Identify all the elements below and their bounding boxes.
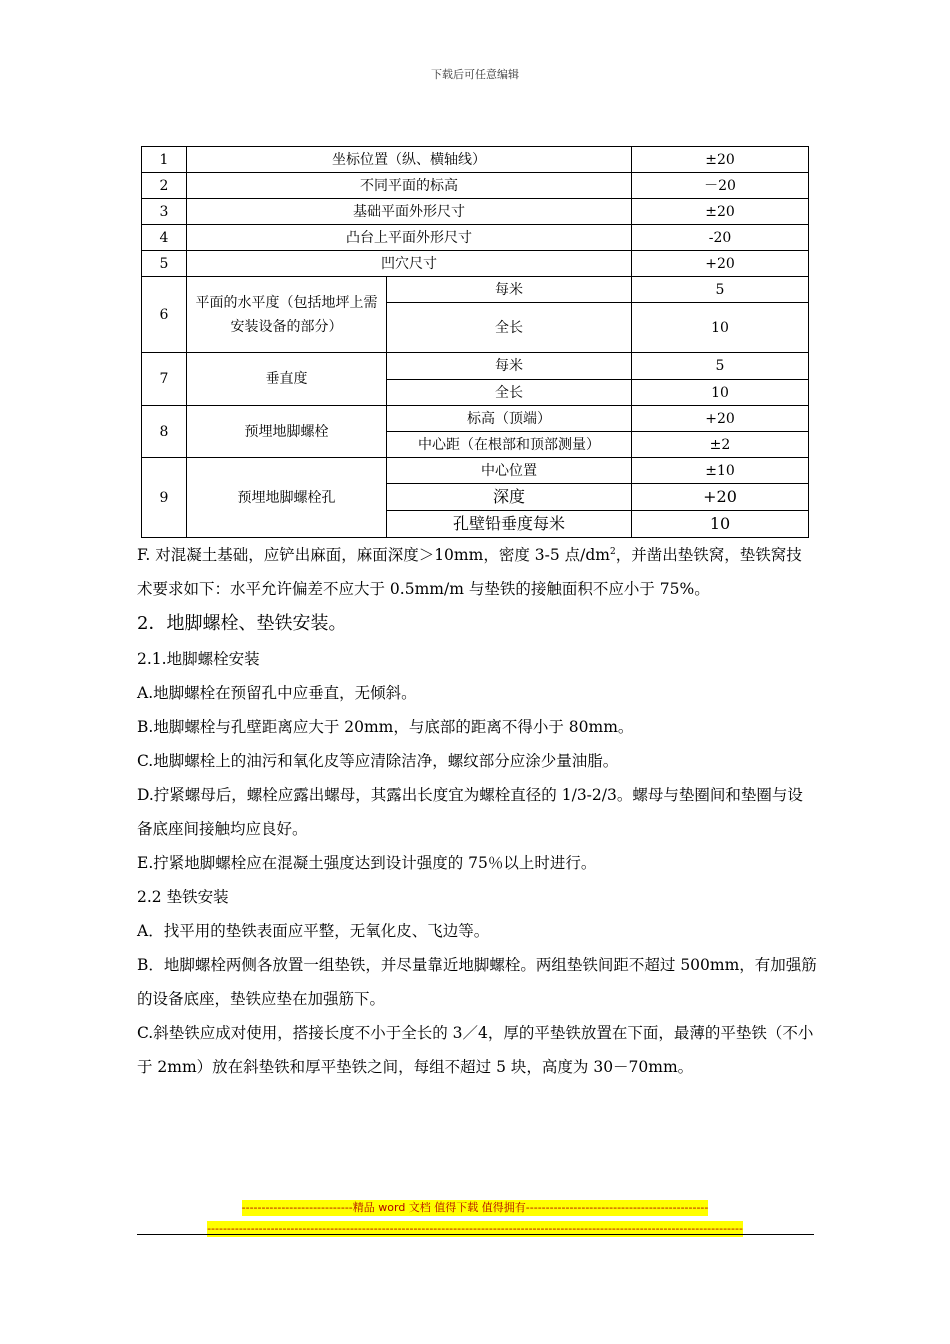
tolerance-value: ±2 [632, 432, 809, 458]
item-name: 坐标位置（纵、横轴线） [187, 147, 632, 173]
tolerance-table [141, 146, 809, 538]
tolerance-value: ±10 [632, 458, 809, 484]
sub-item: 全长 [387, 303, 632, 353]
row-number: 9 [142, 458, 187, 538]
footer-banner [0, 1200, 950, 1242]
table-row [142, 199, 809, 225]
footer-line: ----------------------------精品 word 文档 值得下载 值得拥有---------------------------------------------- [241, 1201, 709, 1214]
tolerance-value: －20 [632, 173, 809, 199]
tolerance-value: ±20 [632, 199, 809, 225]
row-number: 4 [142, 225, 187, 251]
row-number: 3 [142, 199, 187, 225]
sub-item: 中心距（在根部和顶部测量） [387, 432, 632, 458]
tolerance-value: +20 [632, 406, 809, 432]
sub-item: 标高（顶端） [387, 406, 632, 432]
sub-item: 中心位置 [387, 458, 632, 484]
tolerance-value: 5 [632, 353, 809, 380]
table-row [142, 173, 809, 199]
sub-item: 深度 [387, 484, 632, 511]
paragraph: E.拧紧地脚螺栓应在混凝土强度达到设计强度的 75％以上时进行。 [137, 854, 597, 873]
table-row [142, 458, 809, 484]
table-row [142, 406, 809, 432]
paragraph: A．找平用的垫铁表面应平整，无氧化皮、飞边等。 [137, 922, 490, 941]
paragraph: C.斜垫铁应成对使用，搭接长度不小于全长的 3／4，厚的平垫铁放置在下面，最薄的平垫铁（不小于 2mm）放在斜垫铁和厚平垫铁之间，每组不超过 5 块，高度为 30－70mm。 [137, 1024, 814, 1077]
sub-item: 每米 [387, 353, 632, 380]
tolerance-value: 10 [632, 303, 809, 353]
subsection-heading: 2.2 垫铁安装 [137, 888, 229, 907]
table-row [142, 277, 809, 303]
paragraph: D.拧紧螺母后，螺栓应露出螺母，其露出长度宜为螺栓直径的 1/3-2/3。螺母与垫圈间和垫圈与设备底座间接触均应良好。 [137, 786, 803, 839]
table-row [142, 147, 809, 173]
item-name: 基础平面外形尺寸 [187, 199, 632, 225]
footer-line: --------------------------------------------------------------------------------------------------------------------------------------- [207, 1222, 743, 1235]
row-number: 2 [142, 173, 187, 199]
item-name: 预埋地脚螺栓 [187, 406, 387, 458]
item-name: 垂直度 [187, 353, 387, 406]
tolerance-value: 10 [632, 511, 809, 538]
paragraph-f-text-cont: ，并凿出垫铁窝，垫铁窝技术要求如下：水平允许偏差不应大于 0.5mm/m 与垫铁的接触面积不应小于 75%。 [137, 546, 802, 599]
paragraph: B．地脚螺栓两侧各放置一组垫铁，并尽量靠近地脚螺栓。两组垫铁间距不超过 500mm，有加强筋的设备底座，垫铁应垫在加强筋下。 [137, 956, 817, 1009]
item-name: 平面的水平度（包括地坪上需安装设备的部分） [187, 277, 387, 353]
tolerance-value: ±20 [632, 147, 809, 173]
row-number: 6 [142, 277, 187, 353]
paragraph-f-text: F. 对混凝土基础，应铲出麻面，麻面深度＞10mm，密度 3-5 点/dm [137, 546, 610, 565]
row-number: 8 [142, 406, 187, 458]
page-header: 下载后可任意编辑 [431, 68, 519, 81]
item-name: 预埋地脚螺栓孔 [187, 458, 387, 538]
table-row [142, 225, 809, 251]
tolerance-value: +20 [632, 484, 809, 511]
sub-item: 每米 [387, 277, 632, 303]
paragraph: C.地脚螺栓上的油污和氧化皮等应清除洁净，螺纹部分应涂少量油脂。 [137, 752, 619, 771]
tolerance-value: 5 [632, 277, 809, 303]
table-row [142, 251, 809, 277]
paragraph-f [137, 535, 817, 606]
paragraph: B.地脚螺栓与孔壁距离应大于 20mm，与底部的距离不得小于 80mm。 [137, 718, 634, 737]
subsection-heading: 2.1.地脚螺栓安装 [137, 650, 260, 669]
item-name: 凸台上平面外形尺寸 [187, 225, 632, 251]
tolerance-value: 10 [632, 380, 809, 406]
sub-item: 全长 [387, 380, 632, 406]
sub-item: 孔壁铅垂度每米 [387, 511, 632, 538]
tolerance-value: +20 [632, 251, 809, 277]
row-number: 1 [142, 147, 187, 173]
paragraph: A.地脚螺栓在预留孔中应垂直，无倾斜。 [137, 684, 417, 703]
section-heading: 2．地脚螺栓、垫铁安装。 [137, 613, 347, 635]
superscript: 2 [609, 547, 616, 557]
table-row [142, 353, 809, 380]
row-number: 5 [142, 251, 187, 277]
item-name: 不同平面的标高 [187, 173, 632, 199]
row-number: 7 [142, 353, 187, 406]
tolerance-value: -20 [632, 225, 809, 251]
item-name: 凹穴尺寸 [187, 251, 632, 277]
body-text [137, 535, 817, 1084]
footer-divider [137, 1234, 814, 1235]
